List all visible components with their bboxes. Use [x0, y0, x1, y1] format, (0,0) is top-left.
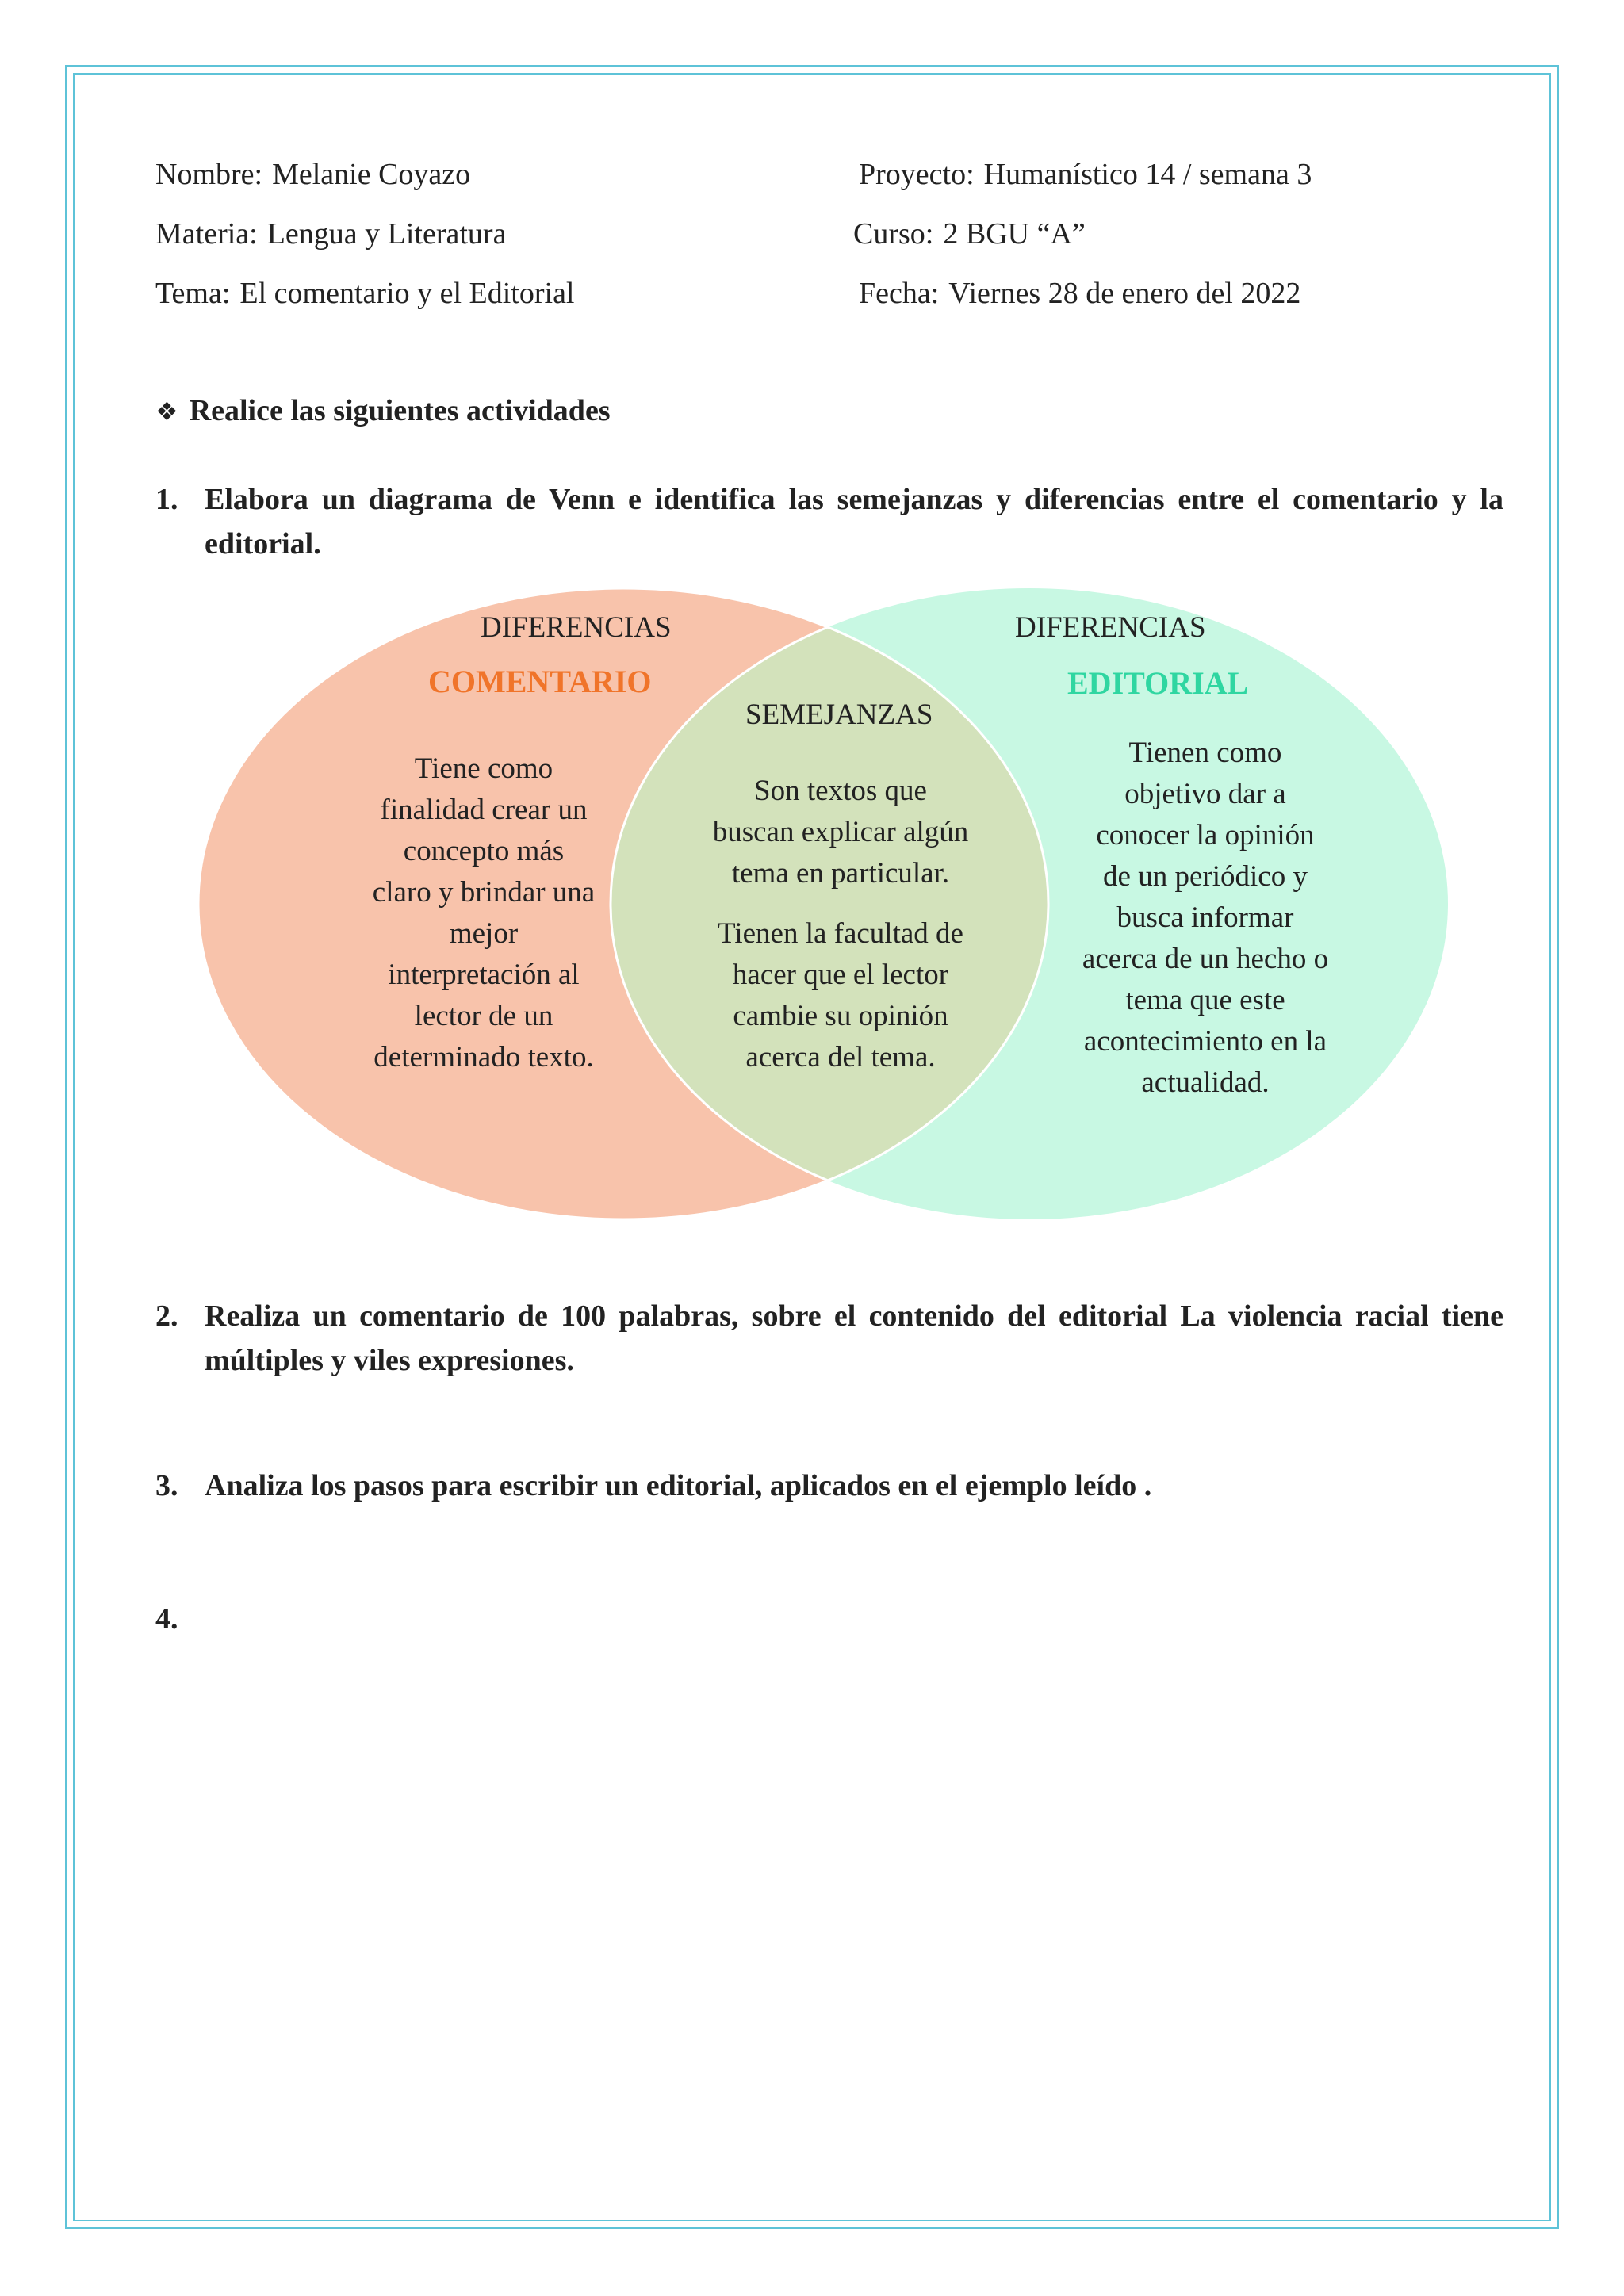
venn-left-line: interpretación al: [388, 959, 580, 991]
venn-center-line: tema en particular.: [731, 857, 950, 890]
venn-center-line: Son textos que: [754, 775, 927, 807]
venn-right-line: actualidad.: [1141, 1066, 1270, 1099]
venn-left-line: claro y brindar una: [372, 876, 596, 909]
venn-right-heading: DIFERENCIAS: [1015, 611, 1206, 644]
instruction: [155, 393, 611, 428]
venn-left-line: finalidad crear un: [380, 794, 588, 826]
item-text: Analiza los pasos para escribir un editorial, aplicados en el ejemplo leído .: [205, 1469, 1152, 1502]
header-curso: [853, 216, 1086, 251]
venn-right-line: tema que este: [1125, 984, 1285, 1016]
item-3: [155, 1464, 1503, 1508]
nombre-value: Melanie Coyazo: [272, 158, 471, 191]
item-number: 2.: [155, 1299, 178, 1333]
venn-left-line: lector de un: [414, 1000, 553, 1032]
proyecto-value: Humanístico 14 / semana 3: [983, 158, 1312, 191]
venn-left-heading: DIFERENCIAS: [481, 611, 672, 644]
venn-right-title: EDITORIAL: [1067, 665, 1249, 701]
venn-left-title: COMENTARIO: [428, 664, 652, 699]
venn-center-line: Tienen la facultad de: [718, 917, 963, 950]
item-number: 3.: [155, 1469, 178, 1502]
venn-right-line: Tienen como: [1128, 737, 1282, 769]
item-number: 4.: [155, 1602, 178, 1636]
venn-right-text: [1047, 733, 1364, 1104]
fecha-label: Fecha:: [859, 277, 940, 310]
venn-left-line: determinado texto.: [373, 1041, 594, 1073]
item-1: [155, 477, 1503, 566]
header-proyecto: [859, 157, 1312, 192]
curso-label: Curso:: [853, 217, 934, 251]
fecha-value: Viernes 28 de enero del 2022: [948, 277, 1301, 310]
diamond-bullet-icon: ❖: [155, 396, 178, 427]
header-nombre: [155, 157, 470, 192]
tema-value: El comentario y el Editorial: [239, 277, 575, 310]
venn-right-line: de un periódico y: [1103, 860, 1308, 893]
venn-center-line: cambie su opinión: [733, 1000, 948, 1032]
instruction-text: Realice las siguientes actividades: [189, 394, 611, 427]
nombre-label: Nombre:: [155, 158, 263, 191]
item-number: 1.: [155, 483, 178, 516]
venn-left-line: mejor: [449, 917, 519, 950]
venn-right-line: acerca de un hecho o: [1082, 943, 1329, 975]
tema-label: Tema:: [155, 277, 231, 310]
venn-left-line: Tiene como: [414, 752, 553, 785]
proyecto-label: Proyecto:: [859, 158, 975, 191]
materia-value: Lengua y Literatura: [266, 217, 507, 251]
venn-center-line: hacer que el lector: [732, 959, 949, 991]
venn-center-text-a: [674, 771, 1007, 894]
venn-center-heading: SEMEJANZAS: [745, 698, 933, 731]
item-2: [155, 1294, 1503, 1383]
item-4: [155, 1597, 1503, 1641]
venn-right-line: acontecimiento en la: [1083, 1025, 1327, 1058]
item-text: Elabora un diagrama de Venn e identifica las semejanzas y diferencias entre el comentario y la editorial.: [205, 483, 1503, 561]
venn-left-text: [341, 748, 626, 1078]
header-tema: [155, 276, 575, 311]
venn-center-text-b: [674, 913, 1007, 1078]
header-fecha: [859, 276, 1300, 311]
venn-center-line: buscan explicar algún: [712, 816, 969, 848]
item-text: Realiza un comentario de 100 palabras, sobre el contenido del editorial La violencia racial tiene múltiples y viles expresiones.: [205, 1299, 1503, 1377]
venn-right-line: conocer la opinión: [1096, 819, 1315, 851]
venn-center-line: acerca del tema.: [745, 1041, 936, 1073]
header-materia: [155, 216, 506, 251]
venn-right-line: busca informar: [1116, 901, 1294, 934]
curso-value: 2 BGU “A”: [943, 217, 1086, 251]
materia-label: Materia:: [155, 217, 258, 251]
venn-left-line: concepto más: [403, 835, 565, 867]
venn-right-line: objetivo dar a: [1124, 778, 1286, 810]
